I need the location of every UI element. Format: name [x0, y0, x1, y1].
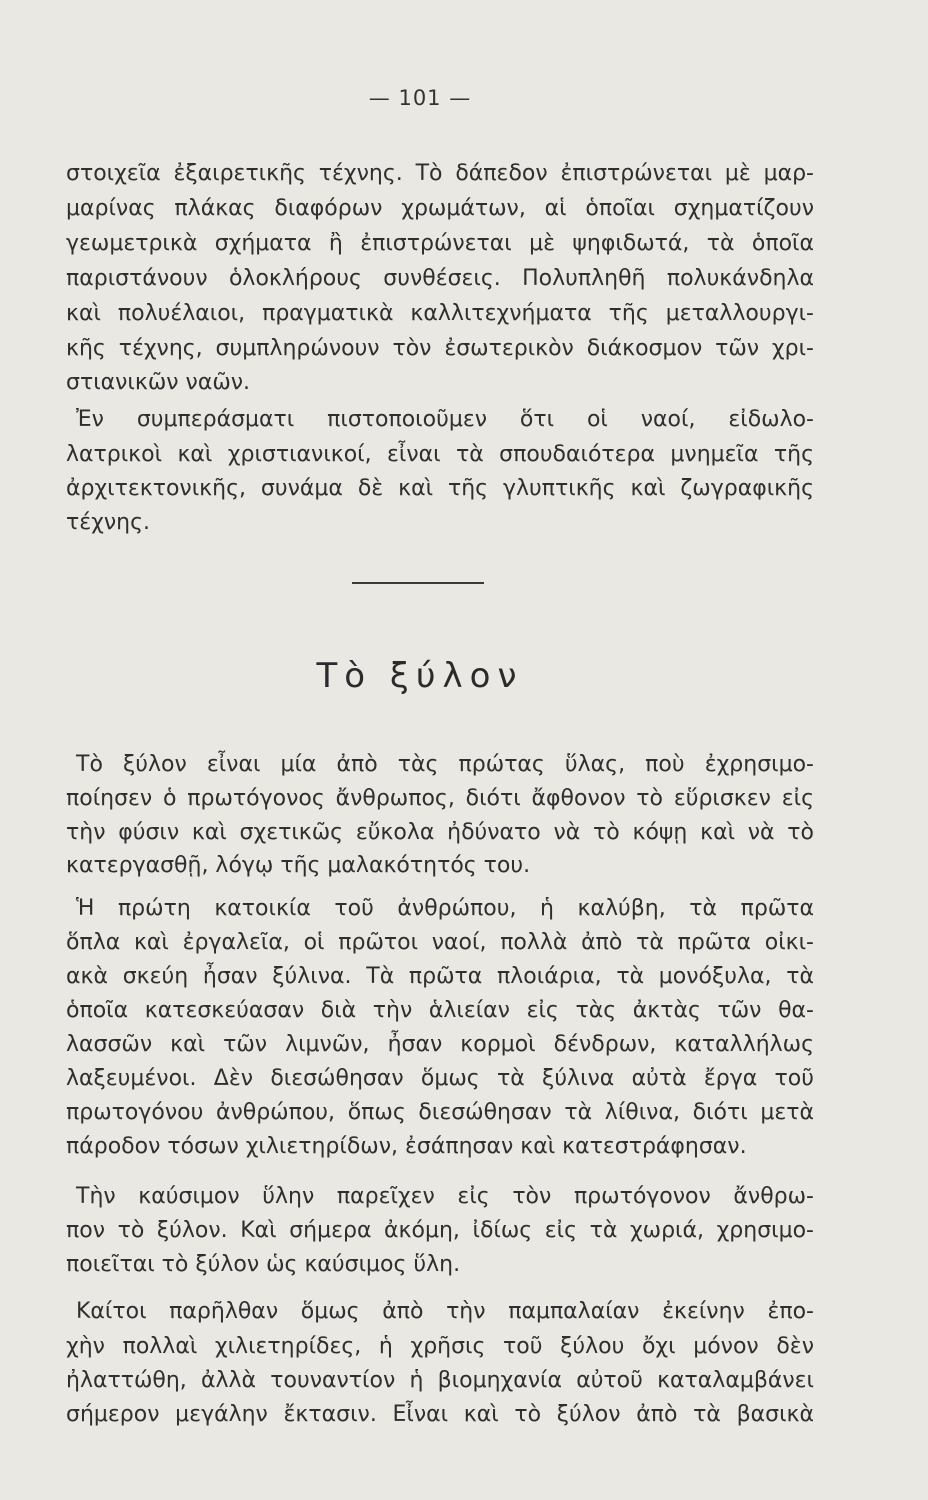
text-line: στοιχεῖα ἐξαιρετικῆς τέχνης. Τὸ δάπεδον ἐπιστρώνεται μὲ μαρ- — [66, 161, 814, 186]
section-divider — [352, 582, 484, 584]
section-title: Τὸ ξύλον — [316, 656, 524, 696]
text-line: λατρικοὶ καὶ χριστιανικοί, εἶναι τὰ σπουδαιότερα μνημεῖα τῆς — [66, 442, 814, 467]
text-line: ποιεῖται τὸ ξύλον ὡς καύσιμος ὕλη. — [66, 1252, 461, 1277]
text-line: καὶ πολυέλαιοι, πραγματικὰ καλλιτεχνήματα τῆς μεταλλουργι- — [66, 301, 814, 326]
text-line: γεωμετρικὰ σχήματα ἢ ἐπιστρώνεται μὲ ψηφιδωτά, τὰ ὁποῖα — [66, 231, 814, 256]
text-line: παριστάνουν ὁλοκλήρους συνθέσεις. Πολυπληθῆ πολυκάνδηλα — [66, 266, 814, 291]
text-line: ἀρχιτεκτονικῆς, συνάμα δὲ καὶ τῆς γλυπτικῆς καὶ ζωγραφικῆς — [66, 476, 814, 501]
text-line: ποίησεν ὁ πρωτόγονος ἄνθρωπος, διότι ἄφθονον τὸ εὕρισκεν εἰς — [66, 786, 814, 811]
text-line: πρωτογόνου ἀνθρώπου, ὅπως διεσώθησαν τὰ λίθινα, διότι μετὰ — [66, 1100, 814, 1125]
text-line: λασσῶν καὶ τῶν λιμνῶν, ἦσαν κορμοὶ δένδρων, καταλλήλως — [66, 1032, 814, 1057]
text-line: Τὸ ξύλον εἶναι μία ἀπὸ τὰς πρώτας ὕλας, ποὺ ἐχρησιμο- — [76, 752, 814, 777]
text-line: σήμερον μεγάλην ἔκτασιν. Εἶναι καὶ τὸ ξύλον ἀπὸ τὰ βασικὰ — [66, 1402, 814, 1427]
text-line: Ἡ πρώτη κατοικία τοῦ ἀνθρώπου, ἡ καλύβη, τὰ πρῶτα — [76, 896, 814, 921]
text-line: ακὰ σκεύη ἦσαν ξύλινα. Τὰ πρῶτα πλοιάρια, τὰ μονόξυλα, τὰ — [66, 964, 814, 989]
text-line: χὴν πολλαὶ χιλιετηρίδες, ἡ χρῆσις τοῦ ξύλου ὄχι μόνον δὲν — [66, 1334, 814, 1359]
text-line: τέχνης. — [66, 510, 150, 535]
text-line: πάροδον τόσων χιλιετηρίδων, ἐσάπησαν καὶ κατεστράφησαν. — [66, 1134, 747, 1159]
text-line: λαξευμένοι. Δὲν διεσώθησαν ὅμως τὰ ξύλινα αὐτὰ ἔργα τοῦ — [66, 1066, 814, 1091]
text-line: ὅπλα καὶ ἐργαλεῖα, οἱ πρῶτοι ναοί, πολλὰ ἀπὸ τὰ πρῶτα οἰκι- — [66, 930, 814, 955]
text-line: Ἐν συμπεράσματι πιστοποιοῦμεν ὅτι οἱ ναοί, εἰδωλο- — [76, 407, 814, 432]
text-line: Καίτοι παρῆλθαν ὅμως ἀπὸ τὴν παμπαλαίαν ἐκείνην ἐπο- — [76, 1299, 814, 1324]
page-number: — 101 — — [368, 86, 472, 110]
text-line: ἠλαττώθη, ἀλλὰ τουναντίον ἡ βιομηχανία αὐτοῦ καταλαμβάνει — [66, 1368, 814, 1393]
text-line: Τὴν καύσιμον ὕλην παρεῖχεν εἰς τὸν πρωτόγονον ἄνθρω- — [76, 1184, 814, 1209]
text-line: μαρίνας πλάκας διαφόρων χρωμάτων, αἱ ὁποῖαι σχηματίζουν — [66, 196, 814, 221]
text-line: κατεργασθῇ, λόγῳ τῆς μαλακότητός του. — [66, 853, 531, 878]
text-line: κῆς τέχνης, συμπληρώνουν τὸν ἐσωτερικὸν διάκοσμον τῶν χρι- — [66, 336, 814, 361]
text-line: πον τὸ ξύλον. Καὶ σήμερα ἀκόμη, ἰδίως εἰς τὰ χωριά, χρησιμο- — [66, 1218, 814, 1243]
text-line: ὁποῖα κατεσκεύασαν διὰ τὴν ἁλιείαν εἰς τὰς ἀκτὰς τῶν θα- — [66, 998, 814, 1023]
text-line: τὴν φύσιν καὶ σχετικῶς εὔκολα ἠδύνατο νὰ τὸ κόψῃ καὶ νὰ τὸ — [66, 820, 814, 845]
text-line: στιανικῶν ναῶν. — [66, 370, 251, 395]
